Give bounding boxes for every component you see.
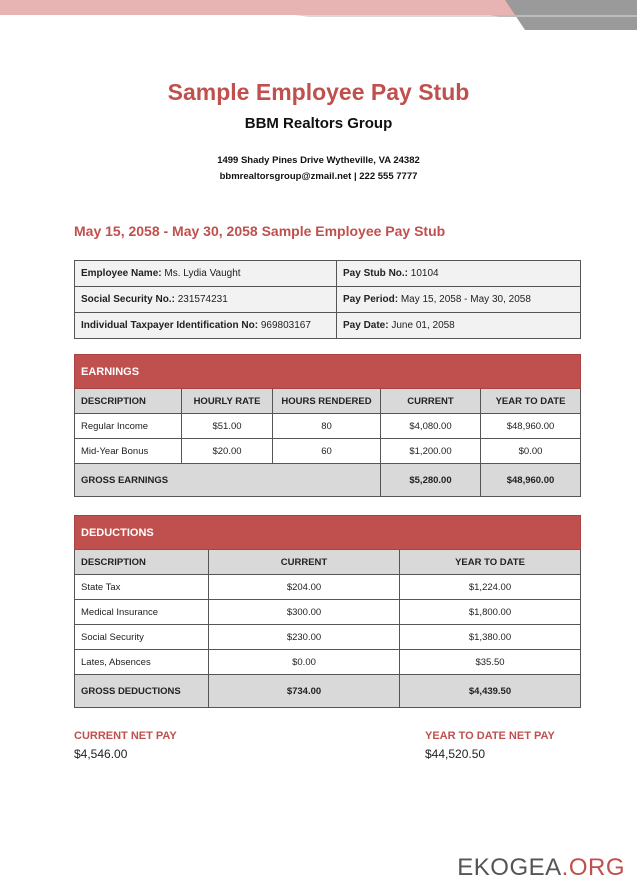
gross-deductions-row: GROSS DEDUCTIONS $734.00 $4,439.50 — [75, 675, 581, 708]
table-row: Lates, Absences $0.00 $35.50 — [75, 650, 581, 675]
watermark-logo: EKOGEA.ORG — [457, 854, 625, 881]
deductions-col-ytd: YEAR TO DATE — [400, 550, 581, 575]
earnings-col-ytd: YEAR TO DATE — [481, 389, 581, 414]
decorative-header-band — [0, 0, 637, 30]
deductions-col-current: CURRENT — [209, 550, 400, 575]
company-address: 1499 Shady Pines Drive Wytheville, VA 24382 — [217, 155, 420, 166]
deductions-col-description: DESCRIPTION — [75, 550, 209, 575]
earnings-col-description: DESCRIPTION — [75, 389, 182, 414]
table-row: State Tax $204.00 $1,224.00 — [75, 575, 581, 600]
document-title: Sample Employee Pay Stub — [167, 79, 470, 105]
pay-stub-no-cell: Pay Stub No.: 10104 — [337, 261, 581, 287]
earnings-title: EARNINGS — [75, 355, 581, 389]
table-row: Social Security $230.00 $1,380.00 — [75, 625, 581, 650]
itin-cell: Individual Taxpayer Identification No: 969803167 — [75, 313, 337, 339]
deductions-table — [74, 515, 581, 708]
table-row: Mid-Year Bonus $20.00 60 $1,200.00 $0.00 — [75, 439, 581, 464]
company-contact: bbmrealtorsgroup@zmail.net | 222 555 7777 — [219, 171, 418, 182]
pay-period-cell: Pay Period: May 15, 2058 - May 30, 2058 — [337, 287, 581, 313]
current-net-pay-label: CURRENT NET PAY — [74, 730, 177, 742]
ytd-net-pay-value: $44,520.50 — [425, 747, 486, 761]
current-net-pay-value: $4,546.00 — [74, 747, 128, 761]
period-heading: May 15, 2058 - May 30, 2058 Sample Employee Pay Stub — [74, 223, 446, 239]
earnings-col-current: CURRENT — [381, 389, 481, 414]
employee-name-cell: Employee Name: Ms. Lydia Vaught — [75, 261, 337, 287]
earnings-col-hours-rendered: HOURS RENDERED — [273, 389, 381, 414]
earnings-table — [74, 354, 581, 497]
earnings-col-hourly-rate: HOURLY RATE — [182, 389, 273, 414]
ssn-cell: Social Security No.: 231574231 — [75, 287, 337, 313]
table-row: Regular Income $51.00 80 $4,080.00 $48,960.00 — [75, 414, 581, 439]
pay-date-cell: Pay Date: June 01, 2058 — [337, 313, 581, 339]
ytd-net-pay-label: YEAR TO DATE NET PAY — [425, 730, 555, 742]
deductions-title: DEDUCTIONS — [75, 516, 581, 550]
gross-earnings-row: GROSS EARNINGS $5,280.00 $48,960.00 — [75, 464, 581, 497]
company-name: BBM Realtors Group — [244, 115, 393, 132]
employee-info-table — [74, 260, 581, 339]
table-row: Medical Insurance $300.00 $1,800.00 — [75, 600, 581, 625]
